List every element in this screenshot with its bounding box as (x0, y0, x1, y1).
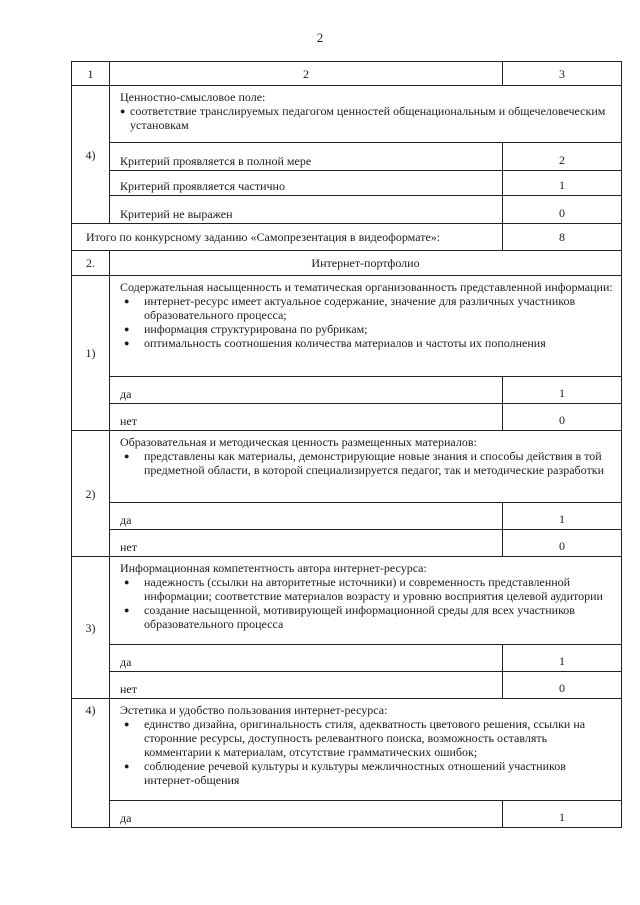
table-row (72, 431, 622, 503)
table-row (72, 503, 622, 530)
score-value: 2 (503, 143, 622, 171)
criterion-bullet: ● информация структурирована по рубрикам; (120, 322, 615, 336)
criterion-title: Содержательная насыщенность и тематическая организованность представленной информации: (120, 280, 613, 294)
score-value: 1 (503, 377, 622, 404)
score-value: 1 (503, 645, 622, 672)
table-row (72, 672, 622, 699)
criterion-title: Образовательная и методическая ценность размещенных материалов: (120, 435, 477, 449)
criterion-number: 4) (72, 86, 110, 224)
header-col-1: 1 (72, 62, 110, 86)
score-label: Критерий не выражен (110, 196, 503, 224)
table-row (72, 404, 622, 431)
criterion-bullets (120, 717, 615, 787)
score-value: 1 (503, 503, 622, 530)
table-row (72, 801, 622, 828)
criteria-table (71, 61, 622, 828)
score-label: Критерий проявляется в полной мере (110, 143, 503, 171)
table-row (72, 276, 622, 377)
score-label: да (110, 645, 503, 672)
score-label: да (110, 801, 503, 828)
criterion-description (110, 557, 622, 645)
criterion-description (110, 699, 622, 801)
criterion-number: 1) (72, 276, 110, 431)
header-col-3: 3 (503, 62, 622, 86)
table-row (72, 645, 622, 672)
table-row (72, 377, 622, 404)
score-value: 1 (503, 801, 622, 828)
criterion-number: 2) (72, 431, 110, 557)
total-score: 8 (503, 224, 622, 251)
score-value: 0 (503, 196, 622, 224)
criterion-title: Информационная компетентность автора интернет-ресурса: (120, 561, 427, 575)
total-row (72, 224, 622, 251)
criterion-bullet: ● создание насыщенной, мотивирующей информационной среды для всех участников образовательного процесса (120, 603, 615, 631)
score-label: нет (110, 530, 503, 557)
score-label: да (110, 503, 503, 530)
page-number: 2 (316, 30, 324, 45)
criterion-description (110, 431, 622, 503)
criterion-bullets (120, 104, 615, 132)
criterion-description (110, 86, 622, 143)
criterion-bullets (120, 294, 615, 350)
section-row (72, 251, 622, 276)
score-label: Критерий проявляется частично (110, 171, 503, 196)
table-row (72, 530, 622, 557)
criterion-bullets (120, 449, 615, 477)
table-row (72, 143, 622, 171)
table-row (72, 171, 622, 196)
score-label: нет (110, 404, 503, 431)
score-value: 0 (503, 404, 622, 431)
score-label: да (110, 377, 503, 404)
section-title: Интернет-портфолио (110, 251, 622, 276)
table-row (72, 86, 622, 143)
table-row (72, 557, 622, 645)
header-col-2: 2 (110, 62, 503, 86)
criterion-bullet: ● единство дизайна, оригинальность стиля, адекватность цветового решения, ссылки на сторонние ресурсы, доступность релевантного поиска, возможность оставлять комментарии к материалам, отсутствие грамматических ошибок; (120, 717, 615, 759)
total-label: Итого по конкурсному заданию «Самопрезентация в видеоформате»: (72, 224, 503, 251)
criterion-bullet: ● надежность (ссылки на авторитетные источники) и современность представленной информации; соответствие материалов возрасту и уровню восприятия целевой аудитории (120, 575, 615, 603)
table-header-row (72, 62, 622, 86)
score-value: 0 (503, 530, 622, 557)
criterion-title: Ценностно-смысловое поле: (120, 90, 266, 104)
criterion-title: Эстетика и удобство пользования интернет-ресурса: (120, 703, 388, 717)
criterion-bullets (120, 575, 615, 631)
criterion-bullet: ● оптимальность соотношения количества материалов и частоты их пополнения (120, 336, 615, 350)
criterion-bullet: ● интернет-ресурс имеет актуальное содержание, значение для различных участников образовательного процесса; (120, 294, 615, 322)
score-value: 1 (503, 171, 622, 196)
criterion-description (110, 276, 622, 377)
table-row (72, 196, 622, 224)
criterion-bullet: ● представлены как материалы, демонстрирующие новые знания и способы действия в той предметной области, в которой специализируется педагог, так и методические разработки (120, 449, 615, 477)
criterion-bullet: ● соответствие транслируемых педагогом ценностей общенациональным и общечеловеческим установкам (120, 104, 615, 132)
table-row (72, 699, 622, 801)
criterion-number: 4) (72, 699, 110, 828)
criterion-bullet: ● соблюдение речевой культуры и культуры межличностных отношений участников интернет-общения (120, 759, 615, 787)
section-number: 2. (72, 251, 110, 276)
score-label: нет (110, 672, 503, 699)
score-value: 0 (503, 672, 622, 699)
criterion-number: 3) (72, 557, 110, 699)
